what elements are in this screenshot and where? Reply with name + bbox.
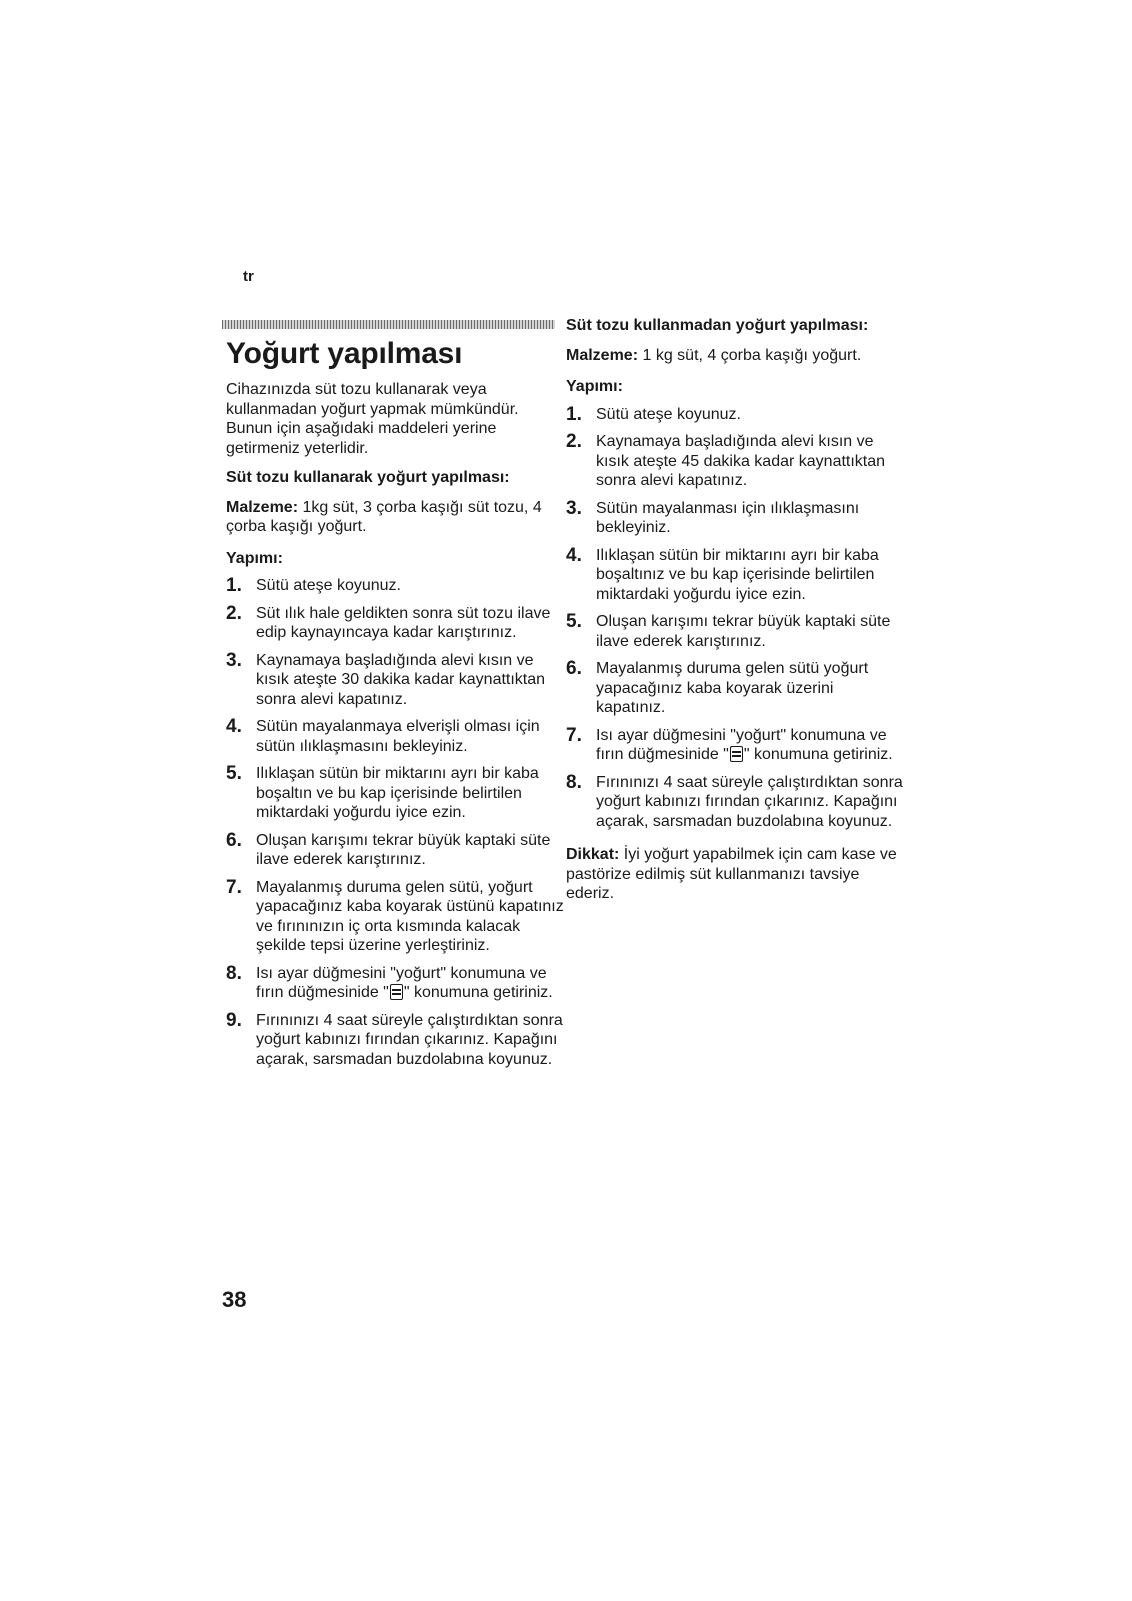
preparation-heading: Yapımı: (566, 378, 623, 395)
step-item (566, 432, 906, 491)
preparation-steps (566, 405, 906, 832)
step-text-before-icon: Isı ayar düğmesini "yoğurt" konumuna ve fırın düğmesinide " (596, 726, 887, 763)
language-code: tr (243, 268, 254, 285)
step-number: 3. (566, 497, 582, 519)
step-number: 8. (566, 771, 582, 793)
step-number: 3. (226, 649, 242, 671)
step-item (226, 576, 566, 596)
step-text: Ilıklaşan sütün bir miktarını ayrı bir kaba boşaltınız ve bu kap içerisinde belirtilen miktardaki yoğurdu iyice ezin. (596, 546, 879, 603)
step-text-before-icon: Isı ayar düğmesini "yoğurt" konumuna ve fırın düğmesinide " (256, 964, 547, 1001)
step-item (226, 1011, 566, 1070)
step-number: 4. (226, 716, 242, 737)
step-number: 2. (226, 602, 242, 624)
step-item (566, 612, 906, 651)
preparation-heading: Yapımı: (226, 549, 283, 567)
step-number: 9. (226, 1009, 242, 1031)
step-text-after-icon: " konumuna getiriniz. (743, 746, 893, 763)
step-item (226, 878, 566, 956)
oven-bottom-heat-icon (390, 984, 403, 1000)
step-text: Ilıklaşan sütün bir miktarını ayrı bir kaba boşaltın ve bu kap içerisinde belirtilen miktardaki yoğurdu iyice ezin. (256, 765, 539, 821)
method-without-milk-powder-heading: Süt tozu kullanmadan yoğurt yapılması: (566, 317, 869, 334)
ingredients-text: 1 kg süt, 4 çorba kaşığı yoğurt. (638, 346, 862, 364)
page-title: Yoğurt yapılması (226, 337, 463, 370)
step-item (566, 546, 906, 605)
step-text: Kaynamaya başladığında alevi kısın ve kısık ateşte 30 dakika kadar kaynattıktan sonra alevi kapatınız. (256, 651, 546, 708)
step-text: Sütün mayalanması için ılıklaşmasını bekleyiniz. (596, 499, 860, 536)
section-divider (222, 320, 555, 329)
step-text: Süt ılık hale geldikten sonra süt tozu ilave edip kaynayıncaya kadar karıştırınız. (256, 604, 551, 641)
step-number: 5. (566, 611, 582, 632)
step-item (226, 651, 566, 710)
step-item (226, 831, 566, 870)
step-item (566, 405, 906, 425)
ingredients-paragraph (566, 346, 906, 366)
step-text: Kaynamaya başladığında alevi kısın ve kısık ateşte 45 dakika kadar kaynattıktan sonra alevi kapatınız. (596, 433, 886, 489)
step-item (226, 604, 566, 643)
step-number: 6. (226, 829, 242, 851)
step-number: 7. (226, 876, 242, 898)
step-item (566, 659, 906, 718)
ingredients-text: 1kg süt, 3 çorba kaşığı süt tozu, 4 çorba kaşığı yoğurt. (226, 498, 542, 535)
step-text: Fırınınızı 4 saat süreyle çalıştırdıktan sonra yoğurt kabınızı fırından çıkarınız. Kapağını açarak, sarsmadan buzdolabına koyunuz. (596, 773, 903, 830)
step-number: 8. (226, 962, 242, 984)
step-number: 6. (566, 658, 582, 679)
step-text: Sütü ateşe koyunuz. (256, 577, 401, 594)
step-item (226, 717, 566, 756)
page-number: 38 (222, 1287, 247, 1312)
left-column (226, 336, 566, 1077)
step-number: 7. (566, 724, 582, 746)
step-text: Sütü ateşe koyunuz. (596, 405, 741, 423)
right-column (566, 316, 906, 904)
step-item (566, 499, 906, 538)
oven-bottom-heat-icon (730, 746, 743, 762)
warning-note (566, 845, 906, 904)
ingredients-paragraph (226, 498, 566, 537)
step-text: Sütün mayalanmaya elverişli olması için sütün ılıklaşmasını bekleyiniz. (256, 718, 540, 755)
intro-paragraph: Cihazınızda süt tozu kullanarak veya kullanmadan yoğurt yapmak mümkündür. Bunun için aşağıdaki maddeleri yerine getirmeniz yeterlidir. (226, 381, 519, 457)
step-number: 1. (566, 403, 582, 425)
step-number: 4. (566, 544, 582, 566)
preparation-steps (226, 576, 566, 1069)
step-text: Oluşan karışımı tekrar büyük kaptaki süte ilave ederek karıştırınız. (256, 831, 551, 868)
step-number: 1. (226, 575, 242, 596)
warning-text: İyi yoğurt yapabilmek için cam kase ve pastörize edilmiş süt kullanmanızı tavsiye ederiz. (566, 846, 897, 902)
step-text: Fırınınızı 4 saat süreyle çalıştırdıktan sonra yoğurt kabınızı fırından çıkarınız. Kapağını açarak, sarsmadan buzdolabına koyunuz. (256, 1011, 563, 1068)
step-item (226, 964, 566, 1003)
method-with-milk-powder-heading: Süt tozu kullanarak yoğurt yapılması: (226, 469, 510, 486)
step-item (566, 726, 906, 765)
ingredients-label: Malzeme: (226, 498, 299, 516)
step-text: Mayalanmış duruma gelen sütü yoğurt yapacağınız kaba koyarak üzerini kapatınız. (596, 660, 869, 716)
warning-label: Dikkat: (566, 846, 620, 863)
step-text-after-icon: " konumuna getiriniz. (403, 984, 553, 1001)
step-number: 5. (226, 763, 242, 784)
ingredients-label: Malzeme: (566, 346, 639, 364)
step-item (226, 764, 566, 823)
step-text: Mayalanmış duruma gelen sütü, yoğurt yapacağınız kaba koyarak üstünü kapatınız ve fırınınızın iç orta kısmında kalacak şekilde tepsi üzerine yerleştiriniz. (256, 878, 564, 954)
step-item (566, 773, 906, 832)
step-number: 2. (566, 431, 582, 452)
step-text: Oluşan karışımı tekrar büyük kaptaki süte ilave ederek karıştırınız. (596, 613, 891, 650)
